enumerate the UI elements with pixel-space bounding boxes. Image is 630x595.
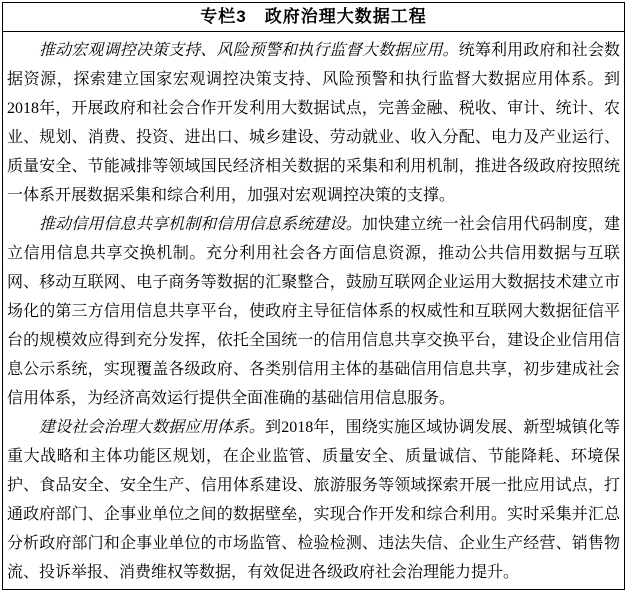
panel-title: 专栏3 政府治理大数据工程 [3, 3, 624, 32]
paragraph-lead-sentence: 建设社会治理大数据应用体系。 [39, 419, 266, 436]
paragraph-credit-info-sharing [7, 210, 620, 413]
column-box [2, 2, 625, 590]
paragraph-social-governance-bigdata [7, 413, 620, 587]
paragraph-lead-sentence: 推动信用信息共享机制和信用信息系统建设。 [39, 216, 362, 233]
panel-body [3, 32, 624, 587]
paragraph-lead-sentence: 推动宏观调控决策支持、风险预警和执行监督大数据应用。 [39, 42, 459, 59]
paragraph-macro-regulation-bigdata [7, 36, 620, 210]
paragraph-body-text: 到2018年，围绕实施区域协调发展、新型城镇化等重大战略和主体功能区规划，在企业监管、质量安全、质量诚信、节能降耗、环境保护、食品安全、安全生产、信用体系建设、旅游服务等领域探索开展一批应用试点，打通政府部门、企事业单位之间的数据壁垒，实现合作开发和综合利用。实时采集并汇总分析政府部门和企事业单位的市场监管、检验检测、违法失信、企业生产经营、销售物流、投诉举报、消费维权等数据，有效促进各级政府社会治理能力提升。 [7, 419, 620, 581]
paragraph-body-text: 加快建立统一社会信用代码制度，建立信用信息共享交换机制。充分利用社会各方面信息资源，推动公共信用数据与互联网、移动互联网、电子商务等数据的汇聚整合，鼓励互联网企业运用大数据技术建立市场化的第三方信用信息共享平台，使政府主导征信体系的权威性和互联网大数据征信平台的规模效应得到充分发挥，依托全国统一的信用信息共享交换平台，建设企业信用信息公示系统，实现覆盖各级政府、各类别信用主体的基础信用信息共享，初步建成社会信用体系，为经济高效运行提供全面准确的基础信用信息服务。 [7, 216, 620, 407]
paragraph-body-text: 统筹利用政府和社会数据资源，探索建立国家宏观调控决策支持、风险预警和执行监督大数据应用体系。到2018年，开展政府和社会合作开发利用大数据试点，完善金融、税收、审计、统计、农业、规划、消费、投资、进出口、城乡建设、劳动就业、收入分配、电力及产业运行、质量安全、节能减排等领域国民经济相关数据的采集和利用机制，推进各级政府按照统一体系开展数据采集和综合利用，加强对宏观调控决策的支撑。 [7, 42, 620, 204]
